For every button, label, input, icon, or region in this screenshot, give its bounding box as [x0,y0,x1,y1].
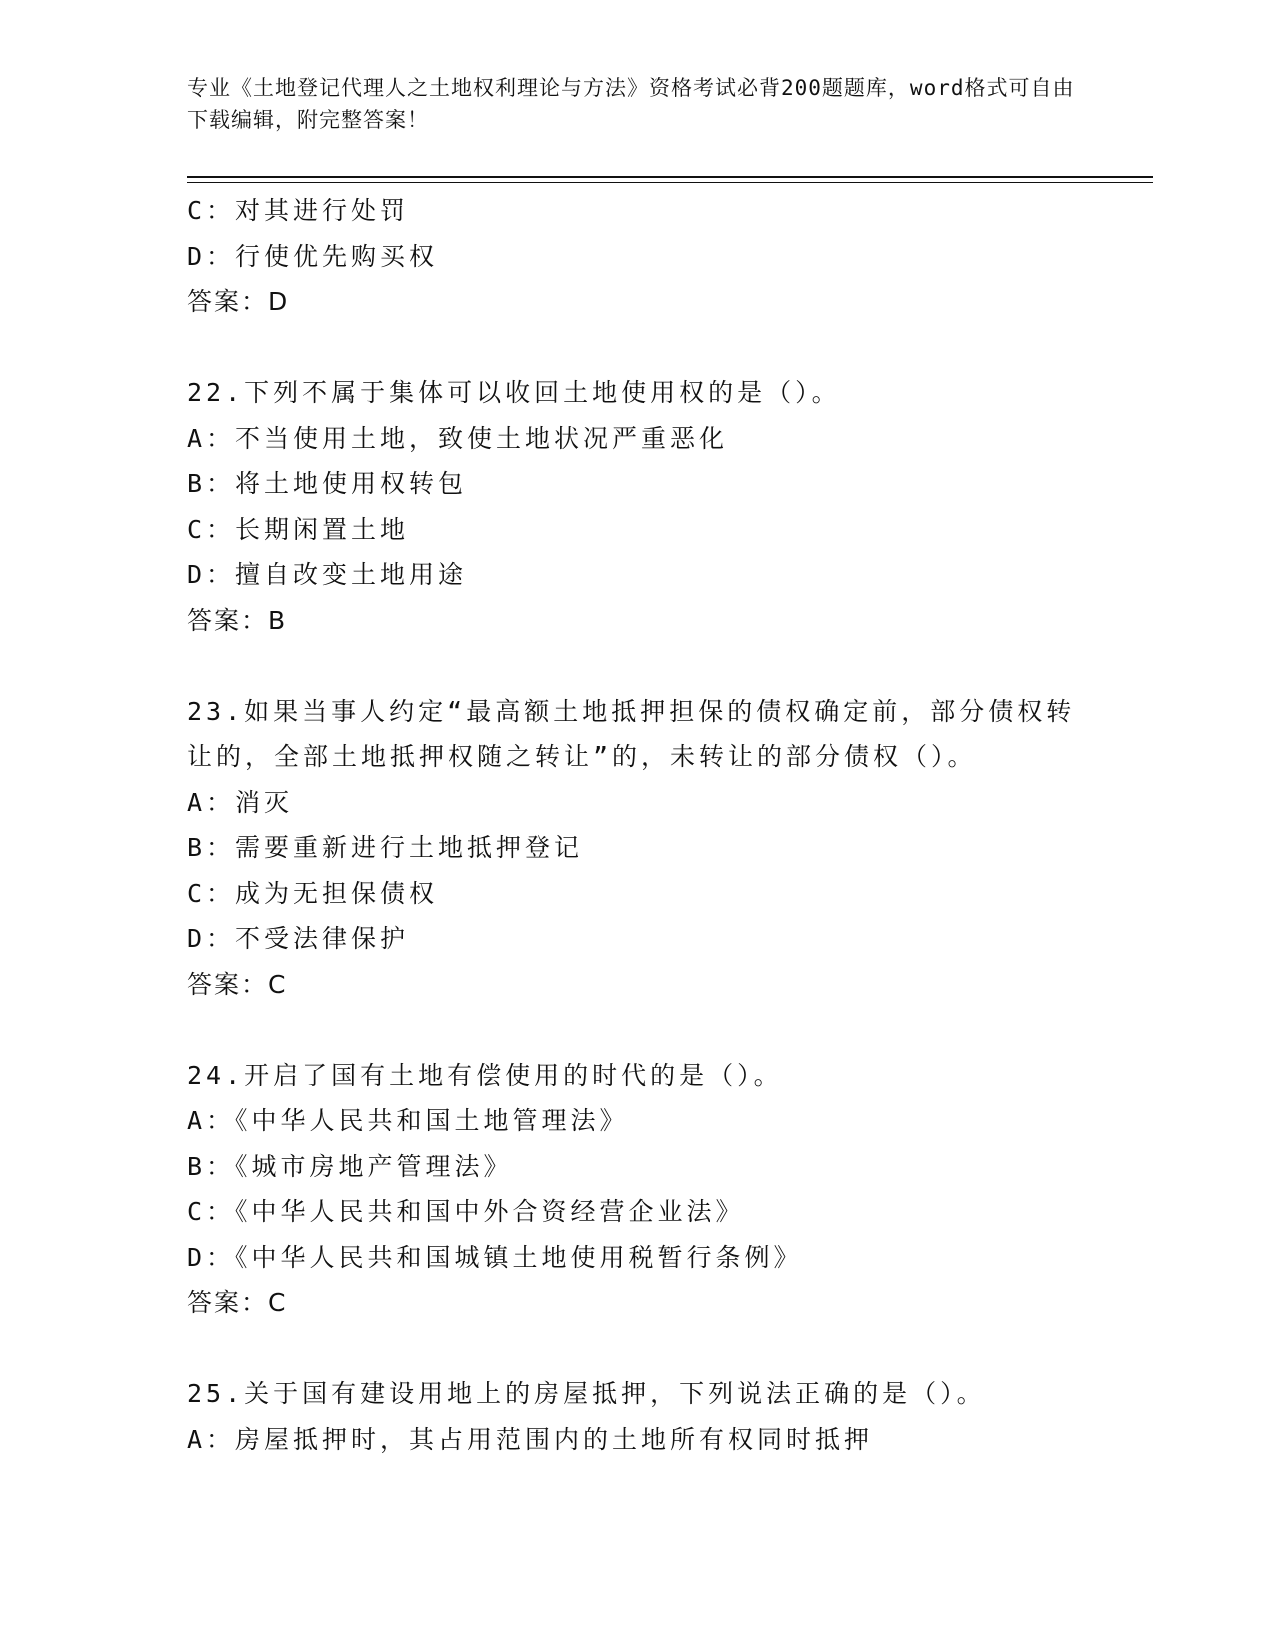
spacer [187,643,1137,689]
q23-stem-line-1: 23.如果当事人约定“最高额土地抵押担保的债权确定前，部分债权转 [187,696,1076,726]
q23-option-b: B：需要重新进行土地抵押登记 [187,833,584,862]
header-title: 专业《土地登记代理人之土地权利理论与方法》资格考试必背200题题库，word格式可自由下载编辑，附完整答案！ [187,76,1075,132]
header-rule-thick [187,176,1153,178]
q25-stem: 25.关于国有建设用地上的房屋抵押，下列说法正确的是（）。 [187,1379,986,1408]
q24-option-d: D：《中华人民共和国城镇土地使用税暂行条例》 [187,1242,803,1272]
q24-stem: 24.开启了国有土地有偿使用的时代的是（）。 [187,1060,783,1090]
q21-option-d: D：行使优先购买权 [187,241,439,271]
q21-answer: 答案：D [187,287,290,316]
q24-option-a: A：《中华人民共和国土地管理法》 [187,1106,629,1135]
header-rule-thin [187,182,1153,183]
q23-option-d: D：不受法律保护 [187,924,410,953]
q22-option-a: A：不当使用土地，致使土地状况严重恶化 [187,423,729,453]
spacer [187,1007,1137,1053]
q22-stem: 22.下列不属于集体可以收回土地使用权的是（）。 [187,378,841,407]
q24-option-c: C：《中华人民共和国中外合资经营企业法》 [187,1197,745,1226]
q24-answer: 答案：C [187,1288,288,1317]
q22-option-d: D：擅自改变土地用途 [187,560,468,589]
q25-option-a: A：房屋抵押时，其占用范围内的土地所有权同时抵押 [187,1424,874,1454]
document-header [187,72,1087,136]
q23-stem-line-2: 让的，全部土地抵押权随之转让”的，未转让的部分债权（）。 [187,742,977,771]
q23-option-c: C：成为无担保债权 [187,878,439,908]
q21-option-c: C：对其进行处罚 [187,196,410,225]
spacer [187,325,1137,371]
q22-option-b: B：将土地使用权转包 [187,469,468,498]
q23-answer: 答案：C [187,969,288,999]
q23-option-a: A：消灭 [187,787,294,817]
q22-answer: 答案：B [187,605,288,635]
q22-option-c: C：长期闲置土地 [187,514,410,544]
spacer [187,1326,1137,1372]
question-content [187,188,1137,1462]
q24-option-b: B：《城市房地产管理法》 [187,1151,513,1181]
